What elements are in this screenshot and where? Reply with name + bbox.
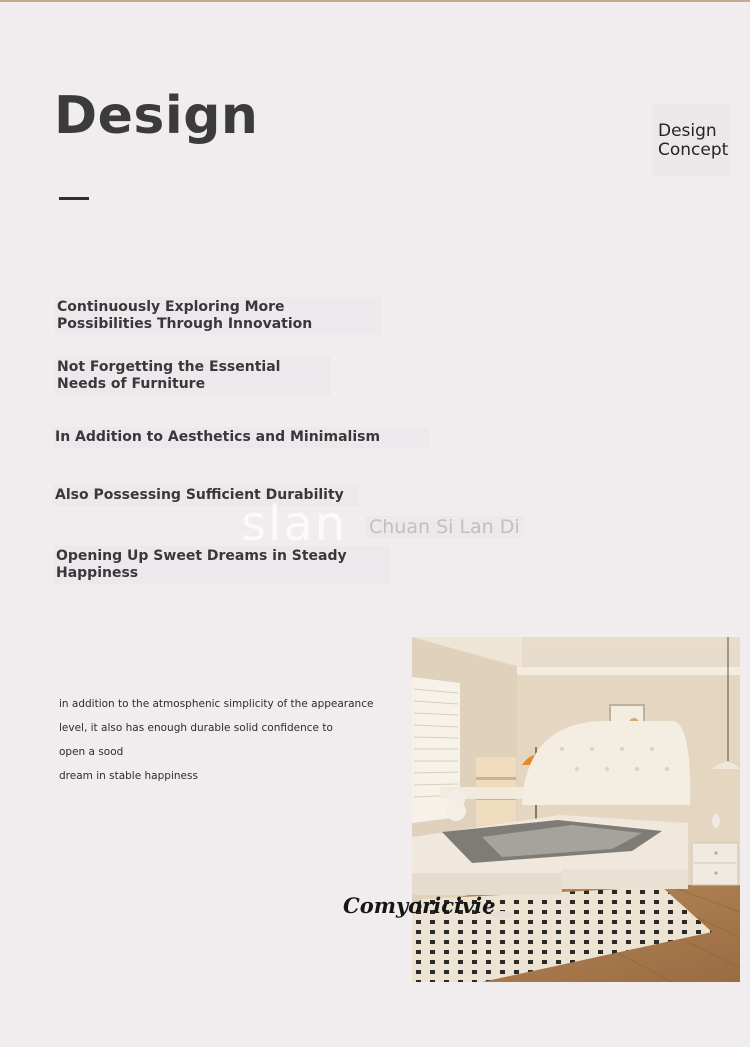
design-concept-badge xyxy=(652,104,730,176)
page-title: Design xyxy=(54,86,259,146)
concept-label-line-2: Concept xyxy=(658,140,729,160)
tagline-essential-needs: Not Forgetting the Essential Needs of Furniture xyxy=(55,357,331,395)
description-line-4: dream in stable happiness xyxy=(59,770,198,782)
bedroom-photo xyxy=(412,637,740,982)
watermark-logo: slan xyxy=(241,496,348,552)
tagline-durability: Also Possessing Sufficient Durability xyxy=(53,485,359,506)
tagline-sweet-dreams: Opening Up Sweet Dreams in Steady Happiness xyxy=(54,546,390,584)
description-line-1: in addition to the atmosphenic simplicity of the appearance xyxy=(59,698,374,710)
title-dash-divider xyxy=(59,197,89,200)
tagline-aesthetics: In Addition to Aesthetics and Minimalism xyxy=(53,427,429,448)
description-line-3: open a sood xyxy=(59,746,124,758)
watermark-brand-text: Chuan Si Lan Di xyxy=(365,516,524,538)
description-line-2: level, it also has enough durable solid confidence to xyxy=(59,722,333,734)
signature-script: Comyoricivie xyxy=(343,893,496,918)
top-accent-rule xyxy=(0,0,750,2)
description-paragraph xyxy=(59,692,389,788)
concept-label-line-1: Design xyxy=(658,121,717,141)
tagline-innovation: Continuously Exploring More Possibilities Through Innovation xyxy=(55,297,381,335)
